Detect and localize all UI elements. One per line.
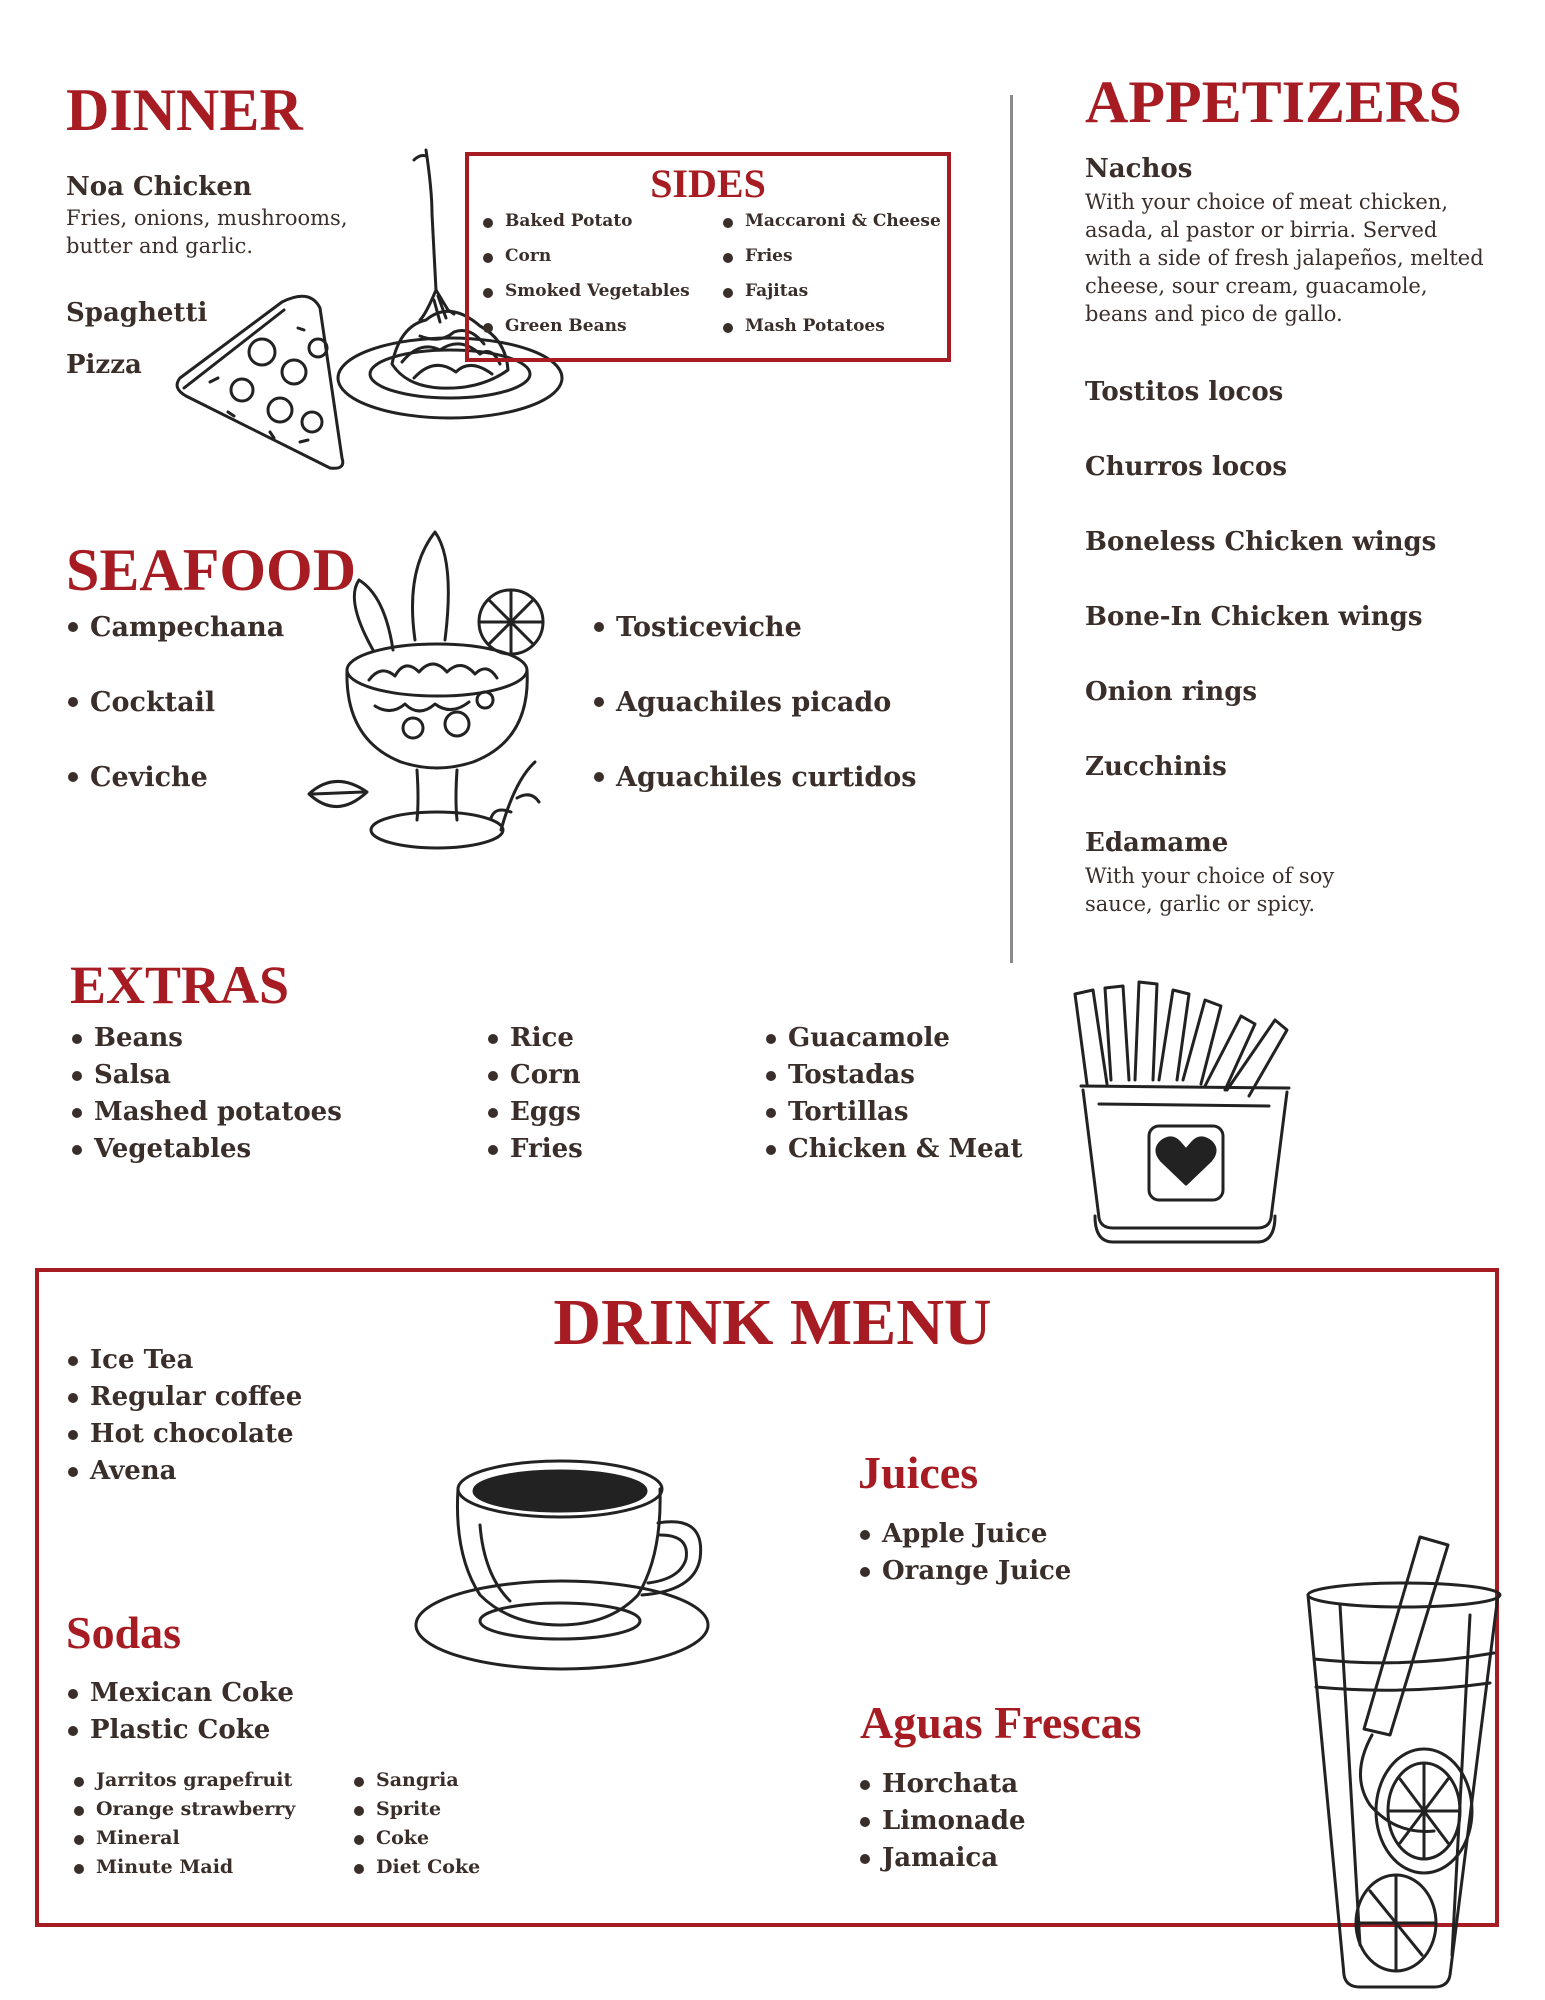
sides-item: Baked Potato [481, 204, 690, 239]
drink-item: Plastic Coke [66, 1712, 294, 1749]
sides-box [465, 152, 951, 362]
appetizer-item: Bone-In Chicken wings [1085, 602, 1423, 632]
extras-item: Eggs [486, 1094, 583, 1131]
drink-item: Jamaica [858, 1840, 1025, 1877]
sides-item: Green Beans [481, 309, 690, 344]
hot-drinks-list [66, 1342, 302, 1490]
sides-list-1 [481, 204, 690, 344]
appetizer-item-desc: With your choice of soy sauce, garlic or spicy. [1085, 864, 1335, 916]
column-divider [1010, 95, 1013, 963]
extras-item: Tostadas [764, 1057, 1023, 1094]
appetizer-item: Churros locos [1085, 452, 1287, 482]
sodas-main-list [66, 1675, 294, 1749]
extras-title: EXTRAS [70, 955, 290, 1015]
drink-item: Limonade [858, 1803, 1025, 1840]
appetizer-item-edamame [1085, 828, 1355, 918]
appetizer-item-name: Edamame [1085, 828, 1229, 858]
appetizers-title: APPETIZERS [1085, 69, 1462, 135]
drink-item: Horchata [858, 1766, 1025, 1803]
sides-item: Mash Potatoes [721, 309, 941, 344]
sides-item: Smoked Vegetables [481, 274, 690, 309]
appetizer-item-desc: With your choice of meat chicken, asada, al pastor or birria. Served with a side of fresh jalapeños, melted cheese, sour cream, guacamole, beans and pico de gallo. [1085, 190, 1484, 326]
drink-item: Coke [352, 1824, 480, 1853]
extras-item: Vegetables [70, 1131, 342, 1168]
drink-item: Mineral [72, 1824, 295, 1853]
drink-item: Sprite [352, 1795, 480, 1824]
extras-list-1 [70, 1020, 342, 1168]
seafood-item: Cocktail [66, 665, 284, 740]
drink-item: Regular coffee [66, 1379, 302, 1416]
dinner-item-desc: Fries, onions, mushrooms, butter and garlic. [66, 206, 348, 258]
drink-item: Ice Tea [66, 1342, 302, 1379]
sides-list-2 [721, 204, 941, 344]
extras-item: Beans [70, 1020, 342, 1057]
drink-item: Orange Juice [858, 1553, 1071, 1590]
drink-item: Jarritos grapefruit [72, 1766, 295, 1795]
drink-menu-title: DRINK MENU [553, 1286, 992, 1359]
seafood-item: Campechana [66, 590, 284, 665]
dinner-item-pizza: Pizza [66, 350, 142, 380]
seafood-list-2 [592, 590, 916, 815]
drink-item: Avena [66, 1453, 302, 1490]
appetizer-item-name: Nachos [1085, 154, 1193, 184]
extras-list-3 [764, 1020, 1023, 1168]
dinner-title: DINNER [66, 77, 303, 143]
seafood-list-1 [66, 590, 284, 815]
dinner-item-name: Noa Chicken [66, 172, 252, 202]
sodas-title: Sodas [66, 1607, 182, 1658]
sodas-list-2 [352, 1766, 480, 1882]
extras-item: Mashed potatoes [70, 1094, 342, 1131]
juices-title: Juices [858, 1447, 979, 1498]
extras-item: Chicken & Meat [764, 1131, 1023, 1168]
extras-item: Fries [486, 1131, 583, 1168]
seafood-item: Aguachiles curtidos [592, 740, 916, 815]
seafood-title: SEAFOOD [66, 537, 357, 603]
appetizer-item: Tostitos locos [1085, 377, 1284, 407]
iced-drink-icon [1300, 1535, 1520, 1995]
drink-item: Sangria [352, 1766, 480, 1795]
extras-item: Rice [486, 1020, 583, 1057]
extras-item: Guacamole [764, 1020, 1023, 1057]
appetizer-item-nachos [1085, 154, 1485, 328]
sides-title: SIDES [650, 161, 766, 206]
drink-item: Apple Juice [858, 1516, 1071, 1553]
aguas-frescas-list [858, 1766, 1025, 1877]
dinner-item-spaghetti: Spaghetti [66, 298, 208, 328]
coffee-cup-icon [410, 1455, 710, 1675]
extras-item: Corn [486, 1057, 583, 1094]
seafood-item: Tosticeviche [592, 590, 916, 665]
appetizer-item: Onion rings [1085, 677, 1258, 707]
sodas-list-1 [72, 1766, 295, 1882]
dinner-item-noa-chicken [66, 172, 366, 260]
extras-item: Tortillas [764, 1094, 1023, 1131]
drink-item: Hot chocolate [66, 1416, 302, 1453]
sides-item: Maccaroni & Cheese [721, 204, 941, 239]
seafood-cocktail-icon [305, 530, 575, 860]
seafood-item: Ceviche [66, 740, 284, 815]
sides-item: Corn [481, 239, 690, 274]
seafood-item: Aguachiles picado [592, 665, 916, 740]
extras-list-2 [486, 1020, 583, 1168]
appetizer-item: Boneless Chicken wings [1085, 527, 1437, 557]
juices-list [858, 1516, 1071, 1590]
aguas-frescas-title: Aguas Frescas [860, 1697, 1142, 1748]
drink-item: Minute Maid [72, 1853, 295, 1882]
drink-item: Diet Coke [352, 1853, 480, 1882]
drink-item: Mexican Coke [66, 1675, 294, 1712]
sides-item: Fajitas [721, 274, 941, 309]
appetizer-item: Zucchinis [1085, 752, 1227, 782]
extras-item: Salsa [70, 1057, 342, 1094]
sides-item: Fries [721, 239, 941, 274]
french-fries-icon [1065, 980, 1315, 1250]
drink-item: Orange strawberry [72, 1795, 295, 1824]
